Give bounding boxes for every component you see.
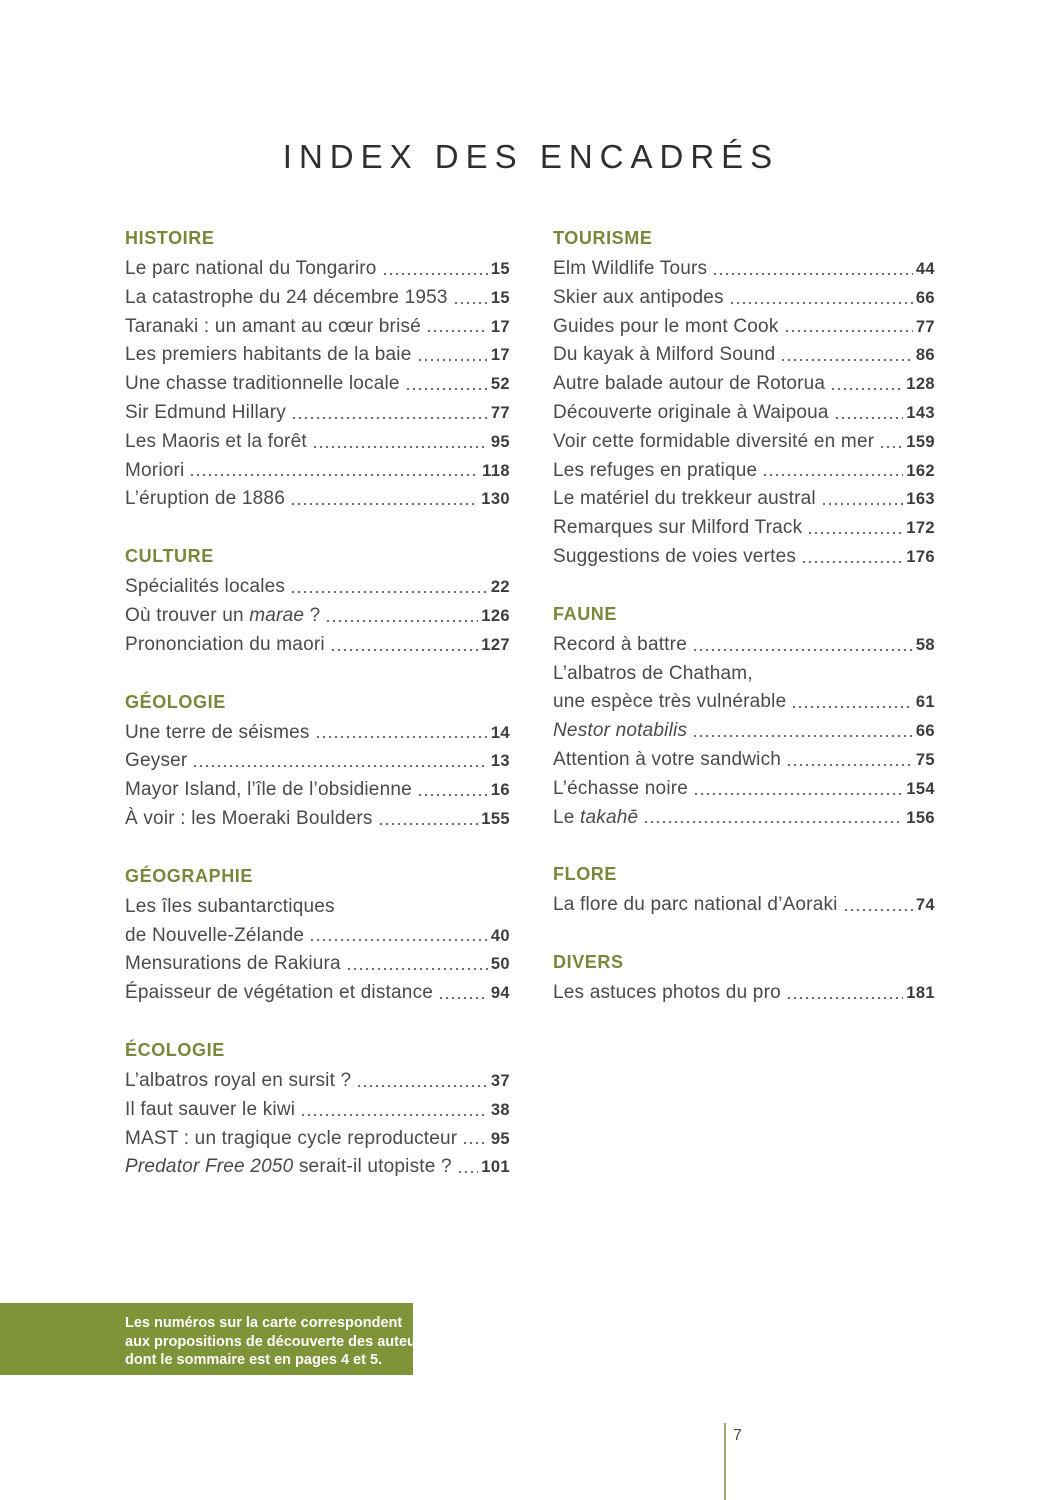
toc-entry-line	[553, 891, 935, 920]
section-heading: ÉCOLOGIE	[125, 1039, 225, 1060]
dot-leader	[879, 446, 903, 448]
toc-entry-line	[125, 573, 510, 602]
toc-entry-line	[553, 428, 935, 457]
page-number: 7	[733, 1427, 742, 1444]
dot-leader	[417, 794, 488, 796]
toc-entry-line	[125, 1096, 510, 1125]
page-ref: 176	[906, 547, 935, 566]
page-ref: 74	[915, 896, 935, 915]
dot-leader	[693, 793, 903, 795]
toc-entry-line	[125, 950, 510, 979]
dot-leader	[692, 649, 913, 651]
entry-title: Geyser	[125, 750, 188, 772]
entry-title: Les premiers habitants de la baie	[125, 344, 412, 366]
entry-title: Record à battre	[553, 633, 687, 655]
dot-leader	[821, 503, 903, 505]
toc-entry	[125, 805, 510, 834]
toc-entry	[125, 719, 510, 748]
note-line: dont le sommaire est en pages 4 et 5.	[125, 1352, 383, 1369]
dot-leader	[346, 968, 488, 970]
toc-entry	[125, 979, 510, 1008]
toc-entry	[125, 893, 510, 951]
toc-entry	[553, 631, 935, 660]
toc-entry-line	[553, 255, 935, 284]
toc-entry	[553, 457, 935, 486]
toc-section	[125, 691, 510, 834]
page-ref: 14	[490, 723, 510, 742]
toc-entry	[125, 1125, 510, 1154]
toc-entry-line	[125, 457, 510, 486]
entry-title: Attention à votre sandwich	[553, 748, 782, 770]
entry-title: Une terre de séismes	[125, 721, 310, 743]
footer-rule	[724, 1423, 726, 1500]
toc-entry-line	[553, 370, 935, 399]
page-ref: 127	[481, 635, 510, 654]
entry-title: de Nouvelle-Zélande	[125, 924, 305, 946]
toc-entry	[125, 341, 510, 370]
toc-section	[553, 863, 935, 920]
entry-title: Prononciation du maori	[125, 633, 325, 655]
toc-entry-line	[553, 514, 935, 543]
dot-leader	[457, 1171, 479, 1173]
toc-entry	[553, 660, 935, 718]
toc-entry-line	[125, 284, 510, 313]
dot-leader	[786, 764, 913, 766]
toc-entry	[125, 428, 510, 457]
dot-leader	[843, 909, 913, 911]
entry-title: Remarques sur Milford Track	[553, 517, 803, 539]
toc-entry	[125, 284, 510, 313]
entry-title: La flore du parc national d’Aoraki	[553, 894, 838, 916]
toc-entry	[553, 775, 935, 804]
dot-leader	[291, 417, 488, 419]
toc-entry	[553, 341, 935, 370]
toc-entry	[125, 631, 510, 660]
dot-leader	[834, 417, 904, 419]
dot-leader	[462, 1142, 488, 1144]
toc-entry-line	[125, 313, 510, 342]
page-ref: 95	[490, 1129, 510, 1148]
entry-title: Le matériel du trekkeur austral	[553, 488, 816, 510]
toc-entry-line	[125, 893, 510, 922]
dot-leader	[378, 823, 479, 825]
toc-entry-line	[553, 284, 935, 313]
note-line: aux propositions de découverte des auteurs	[125, 1333, 430, 1350]
dot-leader	[807, 532, 903, 534]
toc-entry-line	[125, 1125, 510, 1154]
entry-title: Mensurations de Rakiura	[125, 953, 341, 975]
entry-title: La catastrophe du 24 décembre 1953	[125, 286, 448, 308]
page-ref: 130	[481, 490, 510, 509]
dot-leader	[290, 591, 488, 593]
entry-title: Les astuces photos du pro	[553, 982, 781, 1004]
toc-entry	[553, 313, 935, 342]
entry-title: Voir cette formidable diversité en mer	[553, 430, 875, 452]
dot-leader	[417, 359, 488, 361]
toc-entry	[125, 313, 510, 342]
entry-title: Taranaki : un amant au cœur brisé	[125, 315, 421, 337]
toc-entry-line	[125, 485, 510, 514]
toc-entry-line	[553, 717, 935, 746]
page-ref: 77	[490, 403, 510, 422]
dot-leader	[780, 359, 912, 361]
toc-entry-line	[553, 746, 935, 775]
toc-entry	[125, 602, 510, 631]
page-ref: 77	[915, 317, 935, 336]
page-ref: 86	[915, 346, 935, 365]
page-ref: 181	[906, 984, 935, 1003]
toc-entry	[125, 255, 510, 284]
toc-entry	[125, 1067, 510, 1096]
page-ref: 16	[490, 781, 510, 800]
entry-title: Les refuges en pratique	[553, 459, 758, 481]
dot-leader	[801, 561, 903, 563]
dot-leader	[315, 736, 488, 738]
toc-entry-line	[553, 804, 935, 833]
dot-leader	[330, 649, 478, 651]
page-ref: 162	[906, 461, 935, 480]
dot-leader	[309, 939, 488, 941]
entry-title: Où trouver un marae ?	[125, 604, 321, 626]
entry-title: Le parc national du Tongariro	[125, 258, 377, 279]
section-heading: FAUNE	[553, 603, 618, 624]
dot-leader	[712, 273, 913, 275]
toc-entry-line	[125, 341, 510, 370]
toc-entry-line	[553, 313, 935, 342]
toc-section	[553, 951, 935, 1008]
toc-entry-line	[125, 922, 510, 951]
page-ref: 22	[490, 578, 510, 597]
page-ref: 15	[490, 260, 510, 278]
page-ref: 95	[490, 432, 510, 451]
dot-leader	[453, 302, 488, 304]
toc-entry-line	[553, 660, 935, 689]
toc-entry	[125, 573, 510, 602]
page-ref: 101	[481, 1158, 510, 1177]
entry-title: Les îles subantarctiques	[125, 895, 335, 917]
page-ref: 159	[906, 432, 935, 451]
page-ref: 38	[490, 1100, 510, 1119]
page-ref: 17	[490, 346, 510, 365]
toc-entry-line	[125, 1153, 510, 1182]
toc-entry-line	[125, 602, 510, 631]
page-ref: 172	[906, 519, 935, 538]
page-ref: 155	[481, 809, 510, 828]
toc-entry-line	[125, 370, 510, 399]
toc-entry	[125, 950, 510, 979]
toc-entry	[125, 1096, 510, 1125]
dot-leader	[192, 765, 487, 767]
toc-entry	[553, 514, 935, 543]
toc-entry	[553, 428, 935, 457]
dot-leader	[312, 446, 488, 448]
toc-entry	[553, 284, 935, 313]
toc-entry	[125, 485, 510, 514]
toc-entry-line	[125, 979, 510, 1008]
toc-entry	[125, 399, 510, 428]
page-ref: 66	[915, 722, 935, 741]
page-title: INDEX DES ENCADRÉS	[282, 138, 780, 176]
dot-leader	[784, 330, 913, 332]
page-ref: 163	[906, 490, 935, 509]
entry-title: Il faut sauver le kiwi	[125, 1098, 296, 1120]
page-ref: 156	[906, 808, 935, 827]
section-heading: FLORE	[553, 864, 617, 885]
entry-title: Une chasse traditionnelle locale	[125, 373, 400, 395]
page-ref: 66	[915, 288, 935, 307]
toc-entry-line	[553, 688, 935, 717]
map-note-box	[0, 1303, 430, 1375]
entry-title: Sir Edmund Hillary	[125, 401, 286, 423]
entry-title: Autre balade autour de Rotorua	[553, 373, 826, 395]
page-ref: 44	[915, 260, 935, 278]
toc-entry-line	[125, 399, 510, 428]
entry-title: Skier aux antipodes	[553, 286, 724, 308]
entry-title: Guides pour le mont Cook	[553, 315, 779, 337]
dot-leader	[356, 1085, 488, 1087]
section-heading: GÉOLOGIE	[125, 691, 226, 712]
page-ref: 118	[482, 461, 510, 480]
toc-entry	[125, 776, 510, 805]
dot-leader	[290, 503, 478, 505]
page-ref: 15	[490, 288, 510, 307]
page-ref: 128	[906, 375, 935, 394]
dot-leader	[382, 273, 488, 275]
toc-section	[553, 227, 935, 572]
page-ref: 40	[490, 926, 510, 945]
toc-section	[125, 1039, 510, 1182]
dot-leader	[643, 821, 903, 823]
toc-entry	[553, 255, 935, 284]
toc-entry-line	[553, 399, 935, 428]
toc-entry	[553, 804, 935, 833]
page-ref: 75	[915, 750, 935, 769]
entry-title: Découverte originale à Waipoua	[553, 401, 829, 423]
toc-entry	[553, 543, 935, 572]
toc-entry-line	[125, 776, 510, 805]
toc-entry	[553, 370, 935, 399]
toc-entry-line	[553, 457, 935, 486]
dot-leader	[325, 620, 478, 622]
toc-entry-line	[125, 747, 510, 776]
entry-title: À voir : les Moeraki Boulders	[125, 807, 373, 829]
toc-entry	[125, 1153, 510, 1182]
toc-entry-line	[125, 255, 510, 284]
entry-title: Moriori	[125, 459, 185, 481]
page-ref: 52	[490, 375, 510, 394]
entry-title: Du kayak à Milford Sound	[553, 344, 776, 366]
page-ref: 61	[915, 693, 935, 712]
toc-entry-line	[553, 341, 935, 370]
note-line: Les numéros sur la carte correspondent	[125, 1315, 403, 1331]
dot-leader	[405, 388, 488, 390]
section-heading: GÉOGRAPHIE	[125, 865, 254, 886]
entry-title: L’échasse noire	[553, 777, 689, 799]
page-ref: 50	[490, 955, 510, 974]
entry-title: L’éruption de 1886	[125, 488, 285, 510]
entry-title: Predator Free 2050 serait-il utopiste ?	[125, 1156, 452, 1178]
entry-title: L’albatros royal en sursit ?	[125, 1069, 352, 1091]
entry-title: Le takahē	[553, 806, 639, 828]
page-ref: 143	[906, 403, 935, 422]
toc-entry-line	[553, 543, 935, 572]
section-heading: CULTURE	[125, 546, 214, 567]
toc-section	[125, 865, 510, 1008]
toc-section	[125, 227, 510, 514]
toc-column-right	[553, 227, 935, 1008]
entry-title: Elm Wildlife Tours	[553, 258, 708, 279]
toc-entry	[553, 979, 935, 1008]
dot-leader	[300, 1114, 488, 1116]
entry-title: Mayor Island, l’île de l’obsidienne	[125, 779, 412, 801]
toc-entry	[125, 370, 510, 399]
entry-title: L’albatros de Chatham,	[553, 662, 753, 684]
page-ref: 58	[915, 635, 935, 654]
page-ref: 126	[481, 606, 510, 625]
toc-entry-line	[125, 428, 510, 457]
page-ref: 13	[490, 752, 510, 771]
dot-leader	[729, 302, 913, 304]
toc-entry	[125, 747, 510, 776]
toc-entry	[125, 457, 510, 486]
dot-leader	[791, 706, 912, 708]
toc-entry	[553, 717, 935, 746]
dot-leader	[189, 474, 479, 476]
toc-entry-line	[553, 979, 935, 1008]
dot-leader	[438, 997, 488, 999]
page-ref: 154	[906, 779, 935, 798]
entry-title: Nestor notabilis	[553, 720, 688, 742]
toc-entry	[553, 485, 935, 514]
toc-columns	[125, 227, 935, 1182]
toc-entry-line	[125, 1067, 510, 1096]
toc-entry-line	[125, 719, 510, 748]
entry-title: Les Maoris et la forêt	[125, 430, 307, 452]
toc-entry-line	[553, 485, 935, 514]
dot-leader	[692, 735, 913, 737]
entry-title: Spécialités locales	[125, 576, 286, 598]
entry-title: une espèce très vulnérable	[553, 691, 787, 713]
dot-leader	[426, 330, 488, 332]
toc-column-left	[125, 227, 510, 1182]
toc-section	[553, 603, 935, 833]
section-heading: TOURISME	[553, 228, 653, 248]
dot-leader	[762, 474, 903, 476]
toc-entry-line	[553, 631, 935, 660]
toc-entry	[553, 891, 935, 920]
toc-entry-line	[125, 631, 510, 660]
toc-section	[125, 545, 510, 659]
page-ref: 17	[490, 317, 510, 336]
toc-entry	[553, 399, 935, 428]
section-heading: DIVERS	[553, 952, 624, 973]
page-ref: 37	[490, 1071, 510, 1090]
page-ref: 94	[490, 984, 510, 1003]
dot-leader	[830, 388, 903, 390]
toc-entry	[553, 746, 935, 775]
toc-entry-line	[553, 775, 935, 804]
entry-title: MAST : un tragique cycle reproducteur	[125, 1127, 458, 1149]
entry-title: Épaisseur de végétation et distance	[125, 982, 434, 1004]
entry-title: Suggestions de voies vertes	[553, 545, 797, 567]
dot-leader	[786, 997, 903, 999]
section-heading: HISTOIRE	[125, 228, 215, 248]
toc-entry-line	[125, 805, 510, 834]
